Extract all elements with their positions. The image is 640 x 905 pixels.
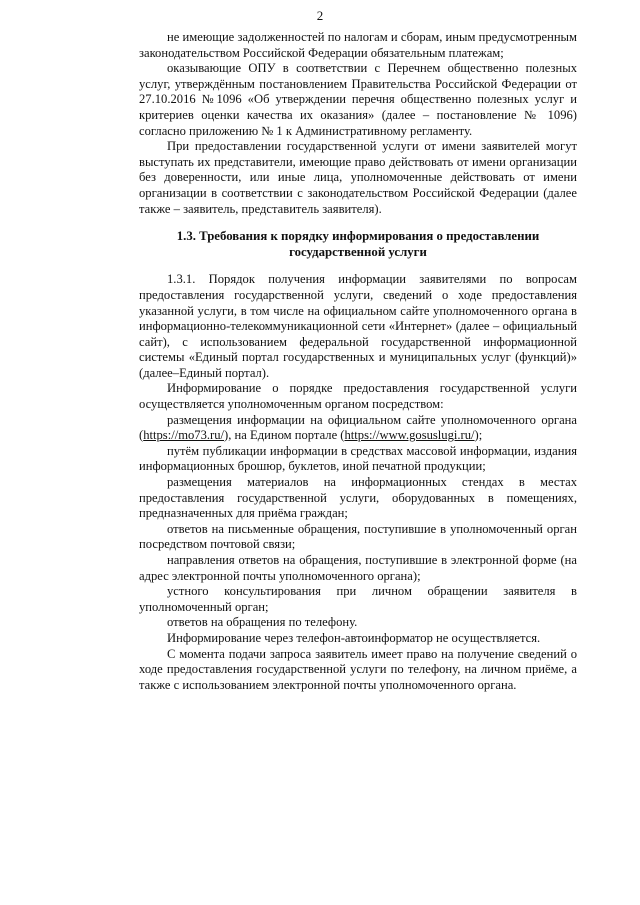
paragraph-phone-requests: ответов на обращения по телефону. bbox=[167, 615, 358, 630]
paragraph-representatives: При предоставлении государственной услуги от имени заявителей могут выступать их представители, имеющие право действовать от имени организации без доверенности, или иные лица, уполномоченные действовать от имени организации в соответствии с законодательством Российской Федерации (далее также – заявитель, представитель заявителя). bbox=[139, 139, 577, 216]
paragraph-official-site-prefix: размещения информации на официальном сайте уполномоченного органа ( bbox=[139, 412, 577, 443]
paragraph-oral-consulting: устного консультирования при личном обращении заявителя в уполномоченный орган; bbox=[139, 584, 577, 614]
paragraph-official-site-middle: ), на Едином портале ( bbox=[224, 428, 345, 443]
section-heading-1-3: 1.3. Требования к порядку информирования о предоставлении государственной услуги bbox=[176, 229, 540, 259]
paragraph-tax-debt: не имеющие задолженностей по налогам и сборам, иным предусмотренным законодательством Российской Федерации обязательным платежам; bbox=[139, 30, 577, 60]
paragraph-autoinformer: Информирование через телефон-автоинформатор не осуществляется. bbox=[167, 630, 541, 645]
paragraph-official-site bbox=[139, 413, 577, 444]
paragraph-electronic-requests: направления ответов на обращения, поступившие в электронной форме (на адрес электронной почты уполномоченного органа); bbox=[139, 553, 577, 583]
paragraph-official-site-suffix: ); bbox=[474, 428, 483, 443]
paragraph-mass-media: путём публикации информации в средствах массовой информации, издания информационных брошюр, буклетов, иной печатной продукции; bbox=[139, 443, 577, 474]
paragraph-informing-intro: Информирование о порядке предоставления государственной услуги осуществляется уполномоченным органом посредством: bbox=[139, 381, 577, 412]
document-body bbox=[139, 30, 577, 693]
paragraph-opu: оказывающие ОПУ в соответствии с Перечнем общественно полезных услуг, утверждённым постановлением Правительства Российской Федерации от 27.10.2016 №1096 «Об утверждении перечня общественно полезных услуг и критериев оценки качества их оказания» (далее – постановление № 1096) согласно приложению № 1 к Административному регламенту. bbox=[139, 61, 577, 138]
paragraph-info-stands: размещения материалов на информационных стендах в местах предоставления государственной услуги, оборудованных в помещениях, предназначенных для приёма граждан; bbox=[139, 475, 577, 521]
page-number: 2 bbox=[316, 8, 324, 23]
paragraph-written-requests: ответов на письменные обращения, поступившие в уполномоченный орган посредством почтовой связи; bbox=[139, 521, 577, 552]
official-site-link[interactable]: https://mo73.ru/ bbox=[143, 428, 225, 443]
paragraph-status-info: С момента подачи запроса заявитель имеет право на получение сведений о ходе предоставления государственной услуги по телефону, на личном приёме, а также с использованием электронной почты уполномоченного органа. bbox=[139, 646, 577, 692]
paragraph-1-3-1: 1.3.1. Порядок получения информации заявителями по вопросам предоставления государственной услуги, сведений о ходе предоставления указанной услуги, в том числе на официальном сайте уполномоченного органа в информационно-телекоммуникационной сети «Интернет» (далее – официальный сайт), с использованием федеральной государственной информационной системы «Единый портал государственных и муниципальных услуг (функций)» (далее–Единый портал). bbox=[139, 272, 577, 380]
gosuslugi-link[interactable]: https://www.gosuslugi.ru/ bbox=[344, 428, 475, 443]
